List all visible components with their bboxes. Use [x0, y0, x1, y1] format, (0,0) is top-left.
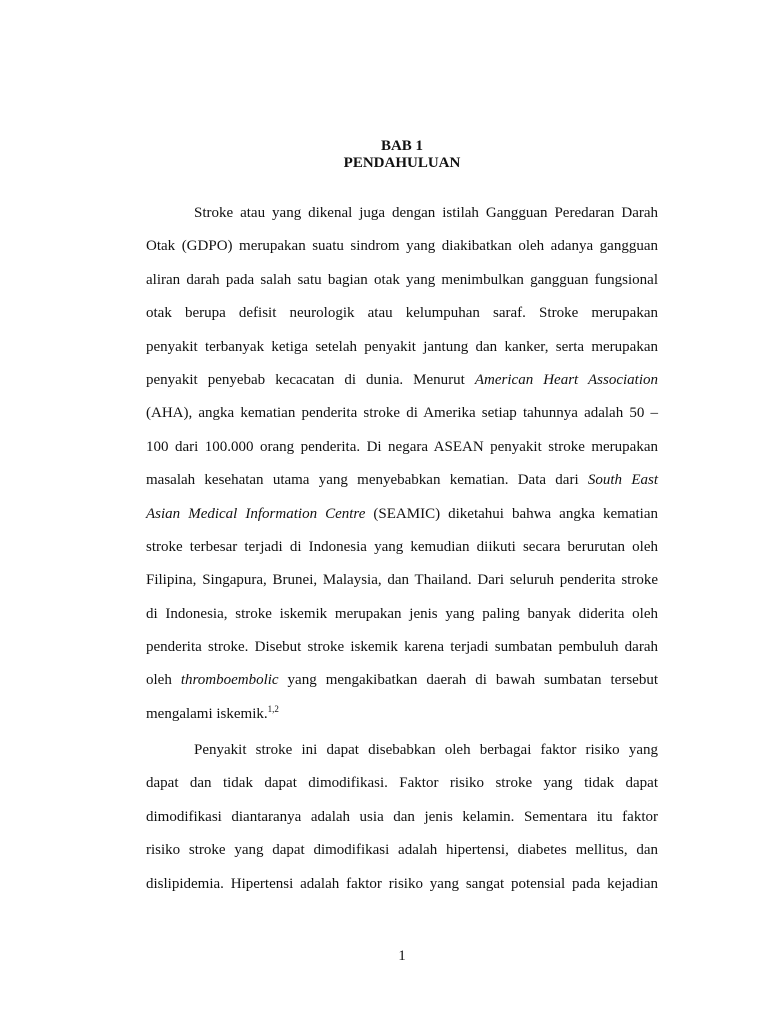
italic-term: South East — [587, 472, 658, 489]
text-segment: masalah kesehatan utama yang menyebabkan kematian. Data dari — [146, 472, 588, 489]
text-line: dapat dan tidak dapat dimodifikasi. Faktor risiko stroke yang tidak dapat — [146, 775, 658, 792]
text-line: 100 dari 100.000 orang penderita. Di negara ASEAN penyakit stroke merupakan — [146, 438, 658, 455]
text-segment: oleh — [146, 672, 181, 689]
chapter-title: PENDAHULUAN — [343, 155, 461, 171]
text-line: aliran darah pada salah satu bagian otak yang menimbulkan gangguan fungsional — [146, 271, 658, 288]
text-line — [146, 703, 658, 739]
text-line: (AHA), angka kematian penderita stroke di Amerika setiap tahunnya adalah 50 – — [146, 405, 658, 422]
chapter-heading: BAB 1 — [380, 138, 424, 154]
text-segment: (SEAMIC) diketahui bahwa angka kematian — [365, 505, 659, 522]
body-text-2 — [146, 742, 658, 909]
text-line: dislipidemia. Hipertensi adalah faktor risiko yang sangat potensial pada kejadian — [146, 875, 658, 892]
paragraph-2 — [146, 742, 658, 909]
text-line: stroke terbesar terjadi di Indonesia yang kemudian diikuti secara berurutan oleh — [146, 538, 658, 555]
text-line: Penyakit stroke ini dapat disebabkan oleh berbagai faktor risiko yang — [194, 742, 658, 758]
text-line — [146, 672, 658, 705]
text-line: di Indonesia, stroke iskemik merupakan jenis yang paling banyak diderita oleh — [146, 605, 658, 622]
page-number: 1 — [398, 948, 406, 964]
text-segment: yang mengakibatkan daerah di bawah sumbatan tersebut — [278, 672, 659, 689]
italic-term: American Heart Association — [474, 371, 658, 388]
text-line — [146, 372, 658, 405]
text-line: otak berupa defisit neurologik atau kelumpuhan saraf. Stroke merupakan — [146, 305, 658, 322]
text-segment: penyakit penyebab kecacatan di dunia. Menurut — [146, 371, 475, 388]
italic-term: thromboembolic — [180, 672, 279, 689]
text-line — [146, 506, 658, 539]
text-line — [146, 472, 658, 505]
italic-term: Asian Medical Information Centre — [146, 505, 366, 522]
text-line: penyakit terbanyak ketiga setelah penyakit jantung dan kanker, serta merupakan — [146, 338, 658, 355]
text-line: dimodifikasi diantaranya adalah usia dan jenis kelamin. Sementara itu faktor — [146, 808, 658, 825]
text-line: risiko stroke yang dapat dimodifikasi adalah hipertensi, diabetes mellitus, dan — [146, 842, 658, 859]
text-line: Otak (GDPO) merupakan suatu sindrom yang diakibatkan oleh adanya gangguan — [146, 238, 658, 255]
citation-superscript: 1,2 — [267, 703, 279, 714]
text-segment: mengalami iskemik. — [146, 705, 268, 722]
text-line: Stroke atau yang dikenal juga dengan istilah Gangguan Peredaran Darah — [194, 205, 658, 221]
text-line: penderita stroke. Disebut stroke iskemik karena terjadi sumbatan pembuluh darah — [146, 639, 658, 656]
paragraph-1 — [146, 205, 658, 739]
text-line: Filipina, Singapura, Brunei, Malaysia, dan Thailand. Dari seluruh penderita stroke — [146, 572, 658, 589]
body-text — [146, 205, 658, 739]
